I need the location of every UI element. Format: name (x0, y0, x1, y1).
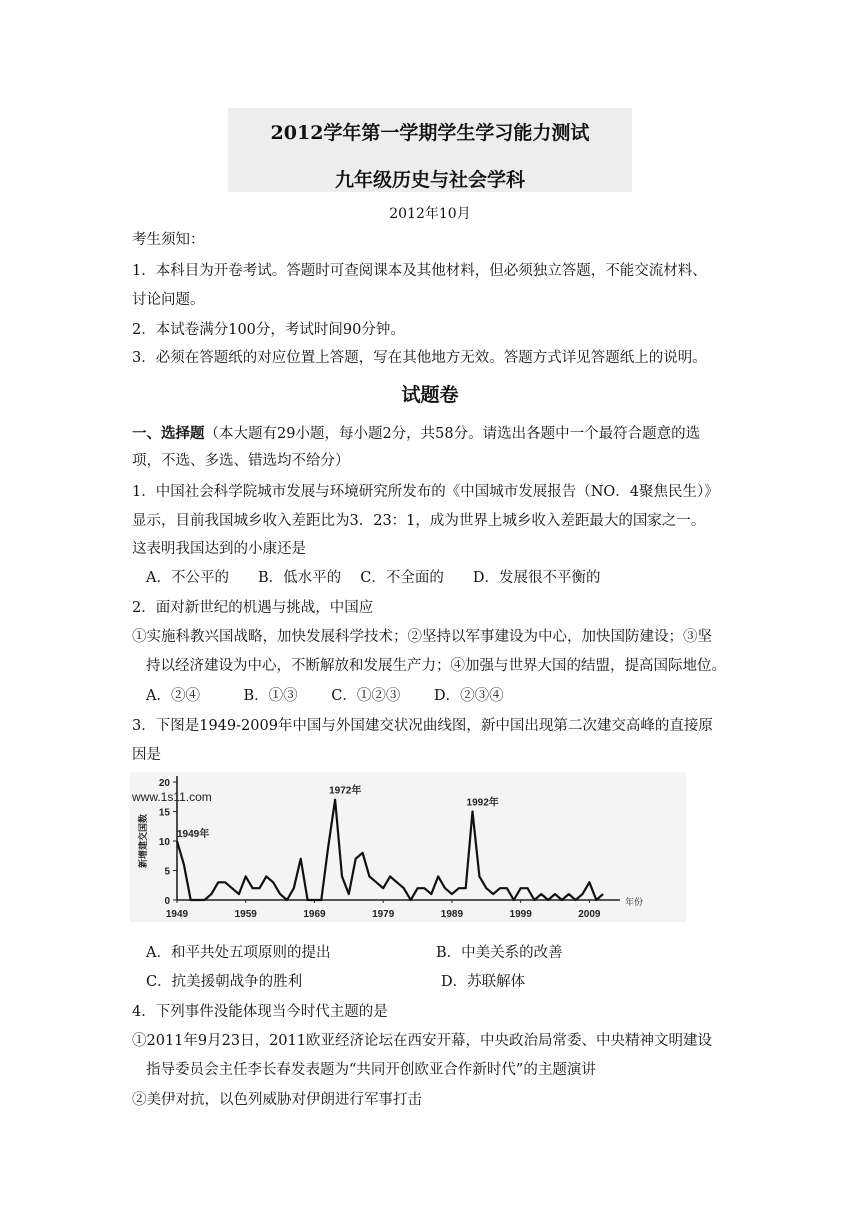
q4-line-3: ②美伊对抗，以色列威胁对伊朗进行军事打击 (132, 1092, 422, 1108)
diplomatic-relations-chart (130, 772, 686, 922)
y-tick-label: 5 (164, 866, 170, 878)
q3-option-d: D．苏联解体 (441, 974, 526, 990)
x-tick-label: 1989 (440, 909, 464, 920)
y-axis-label: 新增建交国数 (138, 813, 148, 869)
section-title: 试题卷 (401, 384, 459, 406)
subject-title: 九年级历史与社会学科 (334, 169, 525, 191)
x-tick-label: 1999 (509, 909, 532, 920)
q1-line-3: 这表明我国达到的小康还是 (132, 541, 306, 557)
q2-line-2: 持以经济建设为中心，不断解放和发展生产力；④加强与世界大国的结盟，提高国际地位。 (146, 658, 726, 674)
q4-stem: 4．下列事件没能体现当今时代主题的是 (132, 1004, 388, 1020)
q2-line-1: ①实施科教兴国战略，加快发展科学技术；②坚持以军事建设为中心，加快国防建设；③坚 (132, 629, 712, 645)
q3-line-2: 因是 (132, 747, 161, 763)
annotation-label: 1992年 (466, 797, 499, 809)
q4-line-1: ①2011年9月23日，2011欧亚经济论坛在西安开幕，中央政治局常委、中央精神文明建设 (132, 1033, 712, 1049)
notice-item-3: 3．必须在答题纸的对应位置上答题，写在其他地方无效。答题方式详见答题纸上的说明。 (132, 350, 707, 366)
y-tick-label: 0 (164, 896, 170, 907)
part1-desc: （本大题有29小题，每小题2分，共58分。请选出各题中一个最符合题意的选 (204, 426, 701, 442)
y-tick-label: 15 (158, 807, 170, 819)
q1-line-1: 1．中国社会科学院城市发展与环境研究所发布的《中国城市发展报告（NO．4聚焦民生）》 (132, 484, 719, 500)
q3-line-1: 3．下图是1949-2009年中国与外国建交状况曲线图，新中国出现第二次建交高峰的直接原 (132, 718, 713, 734)
notice-item-1: 1．本科目为开卷考试。答题时可查阅课本及其他材料，但必须独立答题，不能交流材料、 (132, 263, 707, 279)
q1-options: A．不公平的 B．低水平的 C．不全面的 D．发展很不平衡的 (146, 570, 601, 586)
part1-instructions-cont: 项，不选、多选、错选均不给分） (132, 453, 350, 469)
x-tick-label: 1969 (303, 909, 326, 920)
y-tick-label: 20 (158, 778, 170, 789)
q2-options: A．②④ B．①③ C．①②③ D．②③④ (146, 688, 504, 704)
annotation-label: 1972年 (329, 785, 362, 797)
x-tick-label: 1959 (234, 909, 257, 920)
q3-option-c: C．抗美援朝战争的胜利 (146, 974, 303, 990)
watermark-text: www.1s11.com (132, 790, 212, 804)
q3-option-b: B．中美关系的改善 (436, 945, 563, 961)
q1-line-2: 显示，目前我国城乡收入差距比为3．23：1，成为世界上城乡收入差距最大的国家之一。 (132, 513, 706, 529)
x-tick-label: 2009 (578, 909, 601, 920)
y-tick-label: 10 (158, 837, 170, 848)
q4-line-2: 指导委员会主任李长春发表题为“共同开创欧亚合作新时代”的主题演讲 (146, 1062, 596, 1078)
part1-instructions (132, 424, 700, 444)
annotation-label: 1949年 (177, 829, 210, 840)
notice-heading: 考生须知： (132, 232, 205, 248)
x-tick-label: 1979 (372, 909, 395, 920)
exam-title: 2012学年第一学期学生学习能力测试 (270, 122, 590, 144)
notice-item-2: 2．本试卷满分100分，考试时间90分钟。 (132, 322, 405, 338)
exam-date: 2012年10月 (389, 206, 471, 222)
q2-stem: 2．面对新世纪的机遇与挑战，中国应 (132, 600, 374, 616)
x-tick-label: 1949 (165, 909, 189, 920)
notice-item-1-cont: 讨论问题。 (132, 292, 205, 308)
q3-option-a: A．和平共处五项原则的提出 (146, 945, 331, 961)
x-axis-label: 年份 (625, 897, 644, 907)
part1-label: 一、选择题 (132, 425, 205, 442)
